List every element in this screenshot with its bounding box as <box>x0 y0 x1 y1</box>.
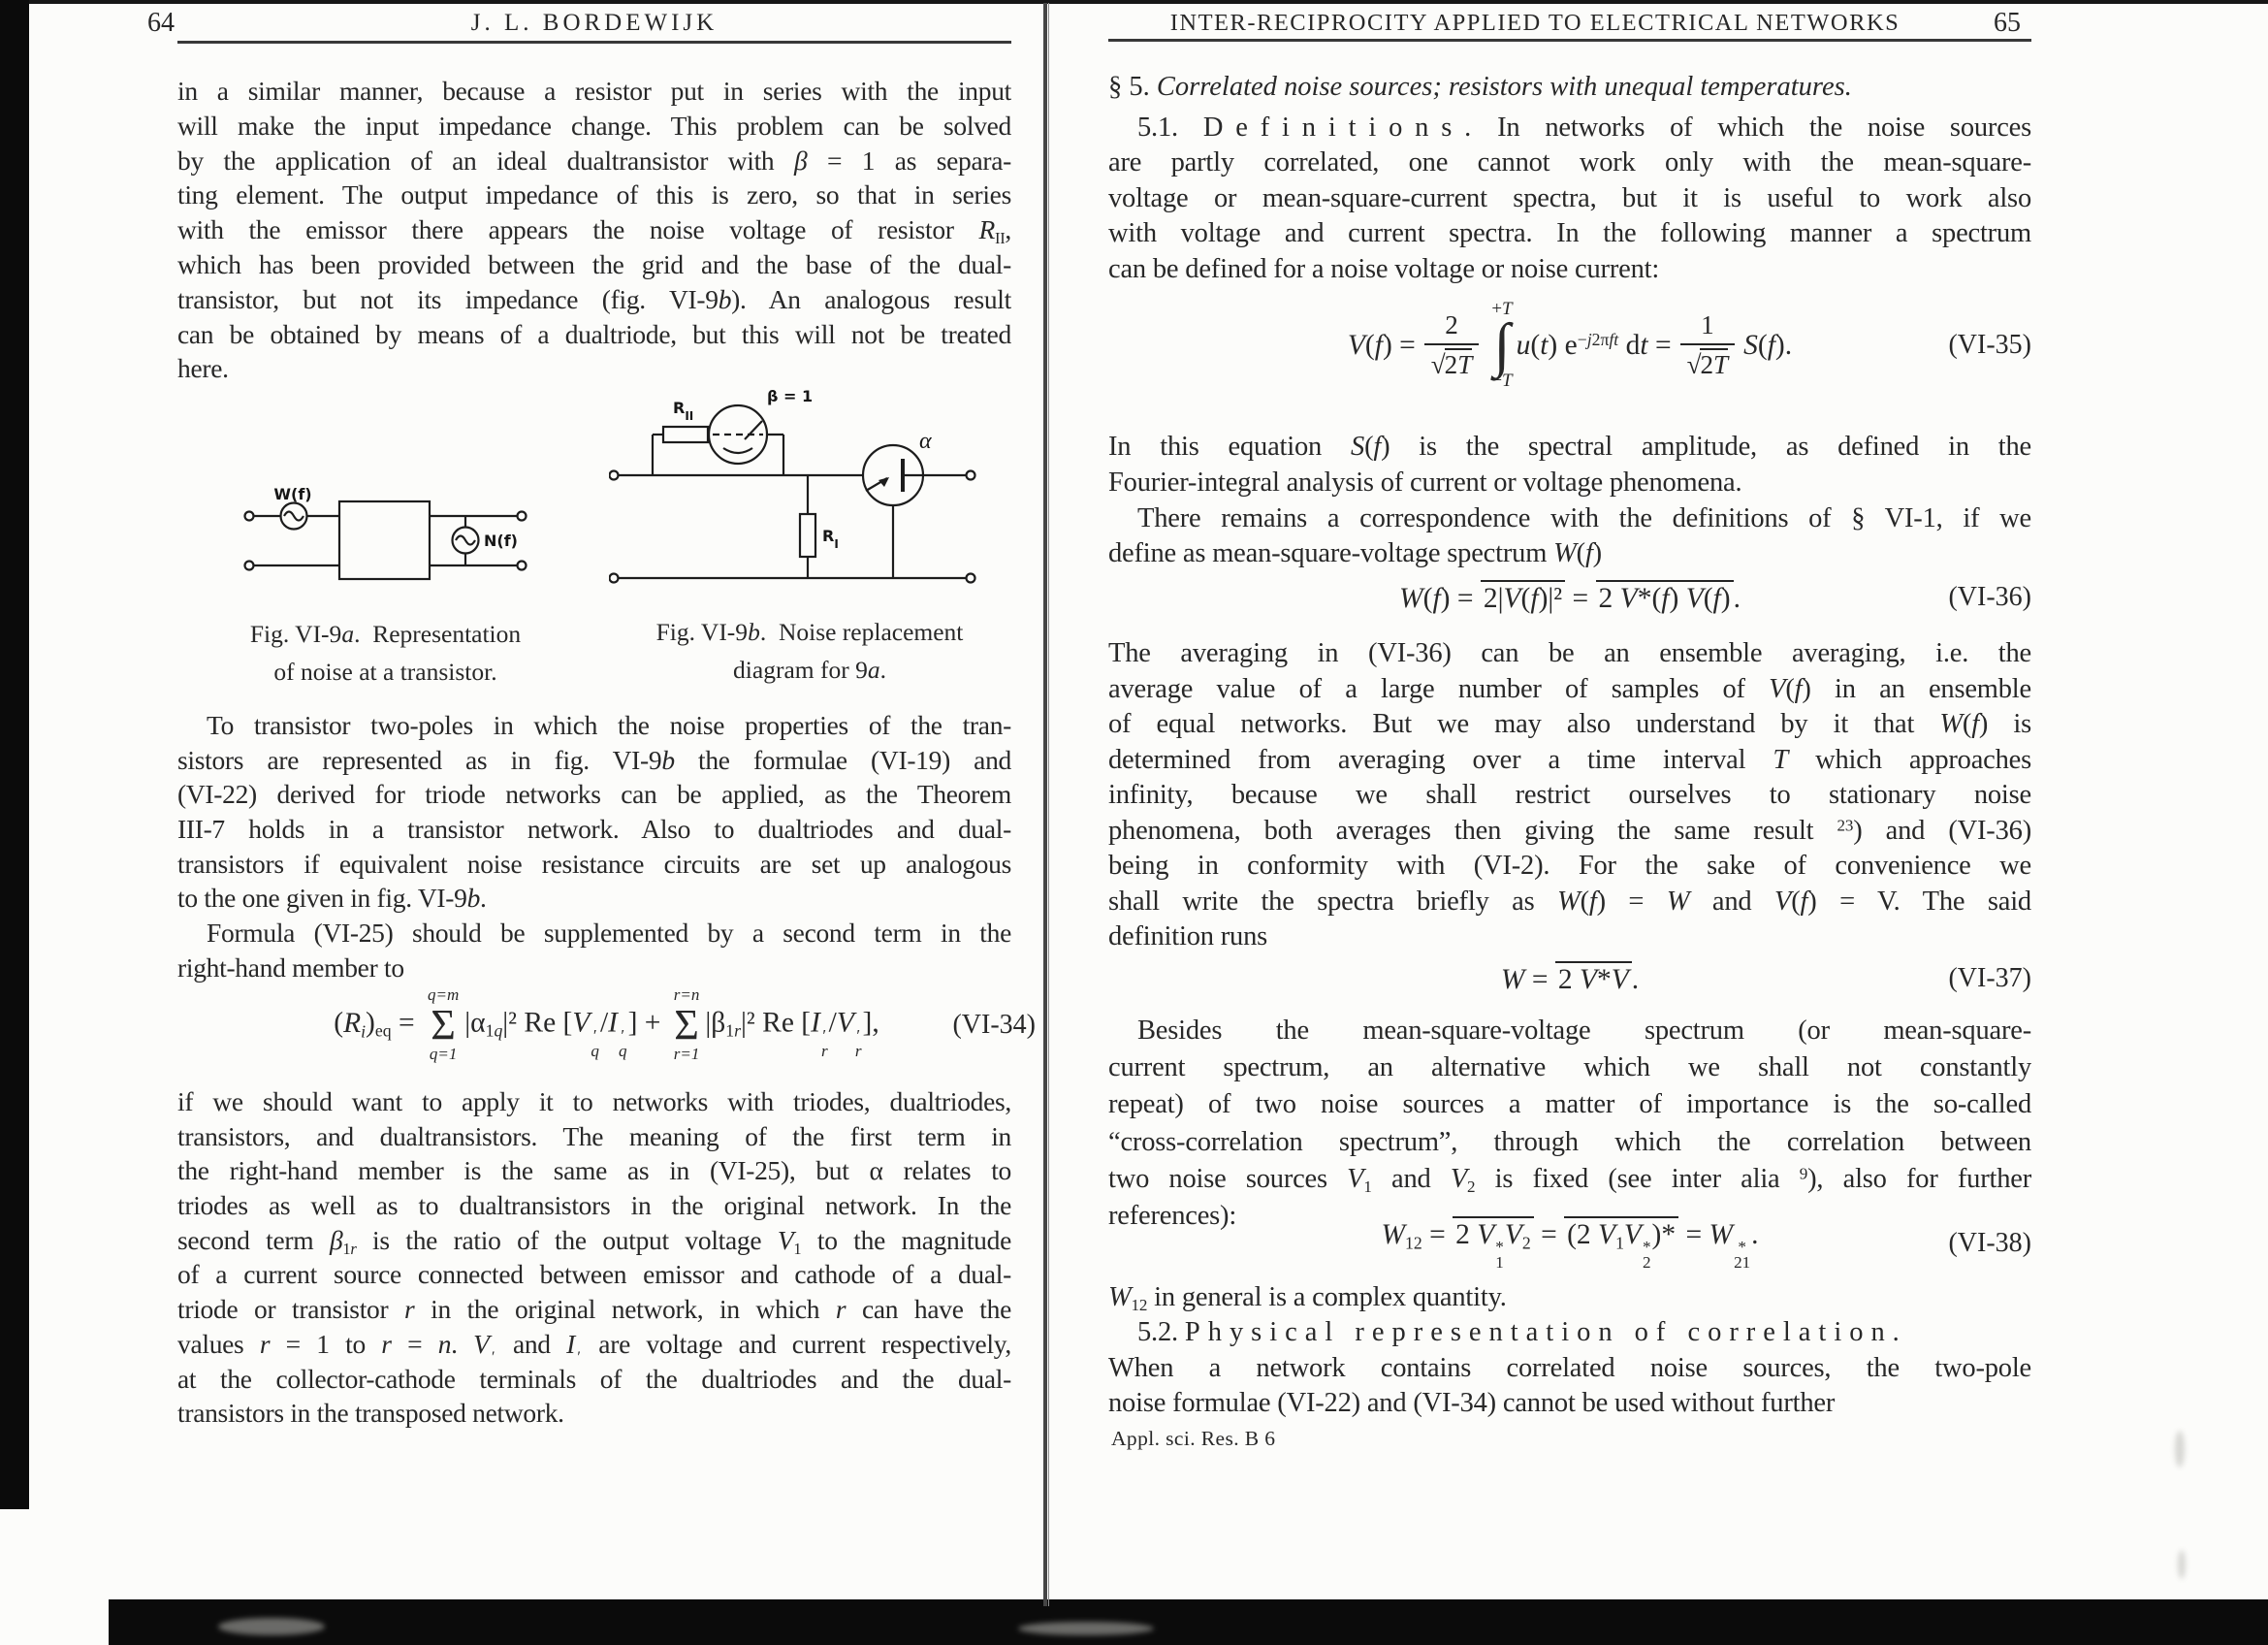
label-nf: N(f) <box>484 532 518 550</box>
resistor-r2 <box>663 427 708 442</box>
text-line: In this equation S(f) is the spectral amplitude, as defined in the <box>1108 432 2031 462</box>
text-line: 5.2. Physical representation of correlation. <box>1137 1317 1907 1348</box>
text-line: of a current source connected between emissor and cathode of a dual- <box>177 1259 1011 1290</box>
text-line: phenomena, both averages then giving the same result $^{23}$) and (VI-36) <box>1108 815 2031 846</box>
equation-number: (VI-36) <box>1948 582 2031 612</box>
caption-line: of noise at a transistor. <box>273 658 497 686</box>
triode-anode <box>745 421 762 439</box>
label-r2: $R_{II}$ <box>673 399 694 423</box>
fig-vi-9a-caption <box>233 615 538 691</box>
text-line: with the emissor there appears the noise voltage of resistor $R_{II}$, <box>177 214 1011 247</box>
scan-edge-artifact <box>0 0 2268 4</box>
text-line: will make the input impedance change. This problem can be solved <box>177 110 1011 141</box>
scan-smudge <box>1018 1622 1154 1635</box>
text-line: definition runs <box>1108 921 1268 952</box>
running-head-left: J. L. BORDEWIJK <box>470 10 719 36</box>
sine-symbol <box>456 536 475 545</box>
terminal <box>610 574 619 583</box>
integral-sign: ∫ <box>1493 311 1511 378</box>
numerator: 1 <box>1701 310 1714 340</box>
terminal <box>245 512 254 521</box>
equation-vi-36 <box>1108 577 2031 618</box>
text-line: shall write the spectra briefly as W(f) = W and V(f) = V. The said <box>1108 886 2031 917</box>
text-line: values r = 1 to r = n. V ′ and I ′ are voltage and current respectively, <box>177 1328 1011 1362</box>
equation-vi-38 <box>1108 1218 2031 1273</box>
text-line: voltage or mean-square-current spectra, but it is useful to work also <box>1108 182 2031 213</box>
caption-line: Fig. VI-9a. Representation <box>249 620 522 648</box>
journal-footer: Appl. sci. Res. B 6 <box>1111 1427 1276 1450</box>
text-line: right-hand member to <box>177 952 404 983</box>
page-number-left: 64 <box>147 8 175 38</box>
paragraph <box>1108 1280 2031 1421</box>
text-line: of equal networks. But we may also understand by it that W(f) is <box>1108 709 2031 739</box>
text-line: When a network contains correlated noise sources, the two-pole <box>1108 1352 2031 1383</box>
paragraph <box>1108 1013 2031 1235</box>
equation-vi-35 <box>1108 287 2031 403</box>
terminal <box>967 471 975 480</box>
label-wf: W(f) <box>273 485 312 503</box>
text-line: two noise sources $V_1$ and $V_2$ is fixed (see inter alia $^9$), also for further <box>1108 1163 2031 1196</box>
two-port-box <box>339 501 430 579</box>
paragraph <box>177 708 1011 985</box>
equation-number: (VI-34) <box>952 1010 1036 1040</box>
fig-vi-9a-circuit <box>238 482 533 584</box>
text-line: triodes as well as to dualtransistors in the original network. In the <box>177 1190 1011 1221</box>
scan-edge-artifact <box>0 0 29 1509</box>
scan-smudge <box>2178 1550 2186 1579</box>
terminal <box>245 562 254 570</box>
triode-cathode <box>723 448 752 453</box>
numerator: 2 <box>1445 310 1458 340</box>
text-line: repeat) of two noise sources a matter of importance is the so-called <box>1108 1089 2031 1120</box>
header-rule <box>1108 39 2031 42</box>
label-beta: β = 1 <box>767 387 814 405</box>
fig-vi-9b-caption <box>635 613 984 689</box>
scan-smudge <box>2175 1431 2185 1468</box>
text-line: triode or transistor r in the original network, in which r can have the <box>177 1294 1011 1325</box>
label-alpha: α <box>919 429 932 454</box>
text-line: sistors are represented as in fig. VI-9b the formulae (VI-19) and <box>177 744 1011 775</box>
text-line: transistors if equivalent noise resistance circuits are set up analogous <box>177 848 1011 879</box>
terminal <box>518 562 527 570</box>
equation-number: (VI-38) <box>1948 1228 2031 1258</box>
text-line: noise formulae (VI-22) and (VI-34) cannot be used without further <box>1108 1387 1836 1418</box>
section-heading: § 5. Correlated noise sources; resistors with unequal temperatures. <box>1108 72 1852 102</box>
scan-edge-artifact <box>109 1599 2268 1645</box>
equation-number: (VI-37) <box>1948 963 2031 993</box>
equation-mid: u(t) $e^{-j2\pi ft}$ dt = <box>1516 329 1672 361</box>
header-rule <box>177 41 1011 44</box>
text-line: determined from averaging over a time interval T which approaches <box>1108 744 2031 775</box>
terminal <box>967 574 975 583</box>
fraction <box>1680 310 1736 379</box>
equation-rhs: S(f). <box>1743 329 1793 361</box>
paragraph <box>177 1084 1011 1431</box>
integral-upper-limit: +T <box>1491 298 1513 319</box>
text-line: references): <box>1108 1200 1237 1231</box>
text-line: are partly correlated, one cannot work only with the mean-square- <box>1108 147 2031 178</box>
text-line: the right-hand member is the same as in (VI-25), but α relates to <box>177 1155 1011 1186</box>
text-line: define as mean-square-voltage spectrum W(f) <box>1108 538 1602 569</box>
text-line: Besides the mean-square-voltage spectrum (or mean-square- <box>1137 1016 2031 1046</box>
text-line: if we should want to apply it to networks with triodes, dualtriodes, <box>177 1086 1011 1116</box>
text-line: average value of a large number of samples of V(f) in an ensemble <box>1108 673 2031 704</box>
equation-body: W(f) = 2|V(f)|² = 2 V*(f) V(f) . <box>1399 580 1741 615</box>
text-line: to the one given in fig. VI-9b. <box>177 883 487 914</box>
equation-vi-37 <box>1108 958 2031 999</box>
text-line: in a similar manner, because a resistor put in series with the input <box>177 76 1011 106</box>
equation-number: (VI-35) <box>1948 330 2031 360</box>
paragraph <box>1108 636 2031 955</box>
resistor-r1 <box>800 514 815 557</box>
text-line: can be defined for a noise voltage or noise current: <box>1108 253 1660 284</box>
text-line: To transistor two-poles in which the noise properties of the tran- <box>207 710 1011 740</box>
fig-vi-9b-circuit <box>609 384 1036 607</box>
terminal <box>518 512 527 521</box>
text-line: Formula (VI-25) should be supplemented by a second term in the <box>207 918 1011 949</box>
running-head-right: INTER-RECIPROCITY APPLIED TO ELECTRICAL NETWORKS <box>1169 10 1901 36</box>
text-line: transistor, but not its impedance (fig. VI-9b). An analogous result <box>177 283 1011 314</box>
text-line: ting element. The output impedance of this is zero, so that in series <box>177 179 1011 210</box>
text-line: (VI-22) derived for triode networks can be applied, as the Theorem <box>177 779 1011 810</box>
text-line: transistors, and dualtransistors. The meaning of the first term in <box>177 1120 1011 1151</box>
text-line: 5.1. Definitions. In networks of which the noise sources <box>1137 113 2031 143</box>
text-line: There remains a correspondence with the definitions of § VI-1, if we <box>1137 502 2031 533</box>
text-line: “cross-correlation spectrum”, through which the correlation between <box>1108 1126 2031 1157</box>
page-gutter-line <box>1043 3 1047 1606</box>
paragraph <box>177 74 1011 386</box>
fraction <box>1424 310 1480 379</box>
denominator: √2T <box>1680 343 1736 380</box>
terminal <box>610 471 619 480</box>
text-line: The averaging in (VI-36) can be an ensemble averaging, i.e. the <box>1108 638 2031 668</box>
text-line: can be obtained by means of a dualtriode, but this will not be treated <box>177 318 1011 349</box>
page-number-right: 65 <box>1994 8 2021 38</box>
equation-vi-34 <box>177 987 1036 1063</box>
scan-smudge <box>218 1618 325 1635</box>
text-line: with voltage and current spectra. In the following manner a spectrum <box>1108 218 2031 249</box>
text-line: current spectrum, an alternative which we shall not constantly <box>1108 1052 2031 1083</box>
integral <box>1491 299 1512 393</box>
caption-line: Fig. VI-9b. Noise replacement <box>655 618 964 646</box>
text-line: being in conformity with (VI-2). For the sake of convenience we <box>1108 851 2031 881</box>
text-line: $W_{12}$ in general is a complex quantity. <box>1108 1282 1507 1315</box>
text-line: here. <box>177 353 229 384</box>
paragraph <box>1108 111 2031 287</box>
page-gutter-line <box>1048 3 1049 1606</box>
label-r1: $R_I$ <box>822 527 839 551</box>
equation-body: $W_{12} = 2$ V * 1 $V_2 = (2$ $V_1V$ * 2 )* = W * 21 . <box>1381 1216 1758 1272</box>
text-line: III-7 holds in a transistor network. Also to dualtriodes and dual- <box>177 814 1011 845</box>
caption-line: diagram for 9a. <box>733 656 886 684</box>
equation-body: W = 2 V*V . <box>1501 961 1639 996</box>
sine-symbol <box>284 512 303 521</box>
text-line: at the collector-cathode terminals of the dualtriodes and the dual- <box>177 1363 1011 1394</box>
equation-lhs: V(f) = <box>1347 329 1416 361</box>
text-line: transistors in the transposed network. <box>177 1398 564 1429</box>
text-line: second term $\beta_{1r}$ is the ratio of the output voltage $V_1$ to the magnitude <box>177 1224 1011 1258</box>
text-line: by the application of an ideal dualtransistor with β = 1 as separa- <box>177 145 1011 176</box>
integral-lower-limit: −T <box>1491 371 1513 392</box>
text-line: which has been provided between the grid and the base of the dual- <box>177 248 1011 279</box>
equation-body: $(R_i)_{eq}$ = q=m Σ q=1 $|\alpha_{1q}|^2$ Re [V ′ q /I ′ q ] + r=n Σ r=1 $|\beta_{1r}|^2$ Re [I ′ r /V ′ r ], <box>334 985 879 1064</box>
paragraph <box>1108 430 2031 572</box>
text-line: infinity, because we shall restrict ourselves to stationary noise <box>1108 780 2031 810</box>
denominator: √2T <box>1424 343 1480 380</box>
text-line: Fourier-integral analysis of current or voltage phenomena. <box>1108 467 1742 498</box>
